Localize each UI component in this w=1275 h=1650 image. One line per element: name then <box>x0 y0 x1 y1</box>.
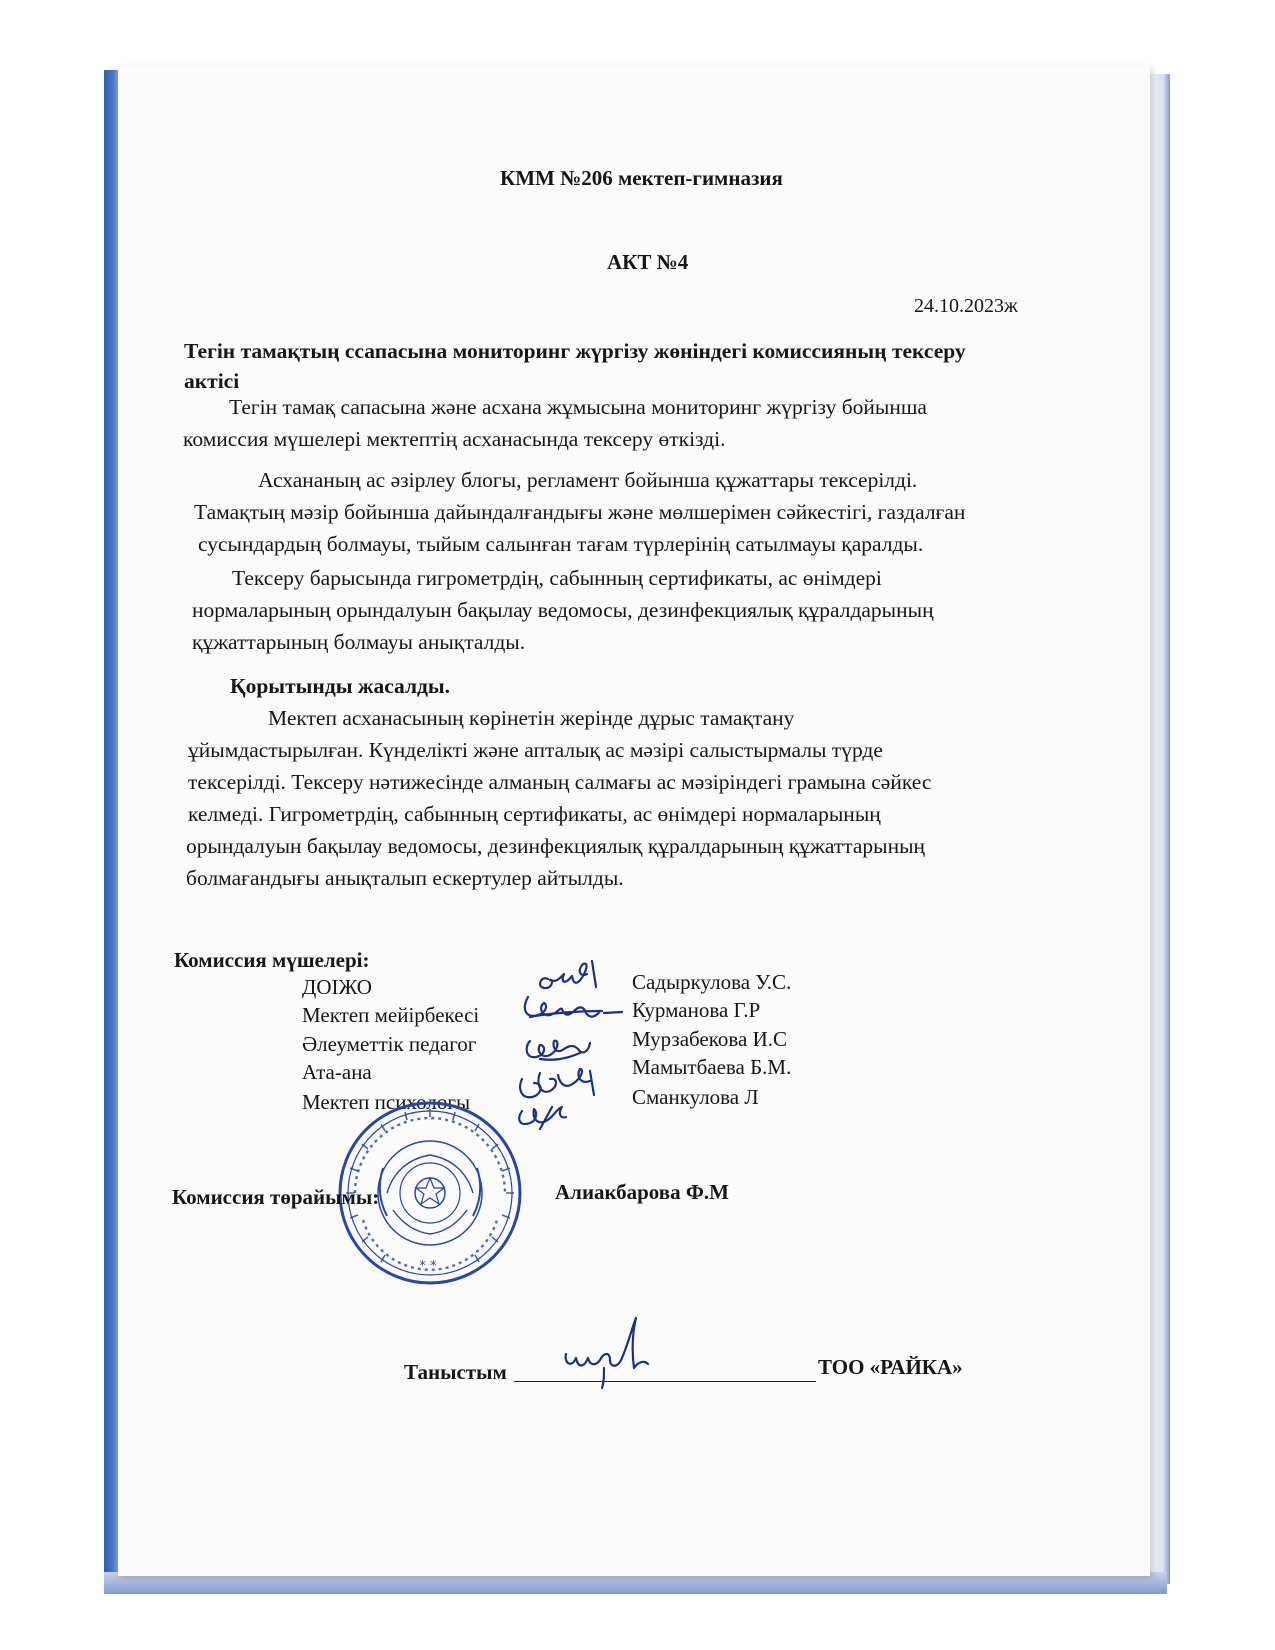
member-role: Мектеп мейірбекесі <box>302 1003 480 1027</box>
signature-1 <box>540 961 596 988</box>
paragraph-3-line-2: нормаларының орындалуын бақылау ведомосы, дезинфекциялық құралдарының <box>192 598 934 622</box>
signature-2 <box>525 997 622 1017</box>
paragraph-4-line-1: Қорытынды жасалды. <box>230 674 451 698</box>
paragraph-5-line-5: орындалуын бақылау ведомосы, дезинфекциялық құралдарының құжаттарының <box>186 834 926 858</box>
acquainted-signature <box>560 1310 670 1390</box>
paragraph-2-line-1: Асхананың ас әзірлеу блогы, регламент бойынша құжаттары тексерілді. <box>258 468 918 492</box>
member-name: Мамытбаева Б.М. <box>632 1055 792 1079</box>
folder-edge-right <box>1148 74 1170 1584</box>
member-role: Ата-ана <box>302 1060 372 1084</box>
member-name: Мурзабекова И.С <box>632 1027 788 1051</box>
company-name: ТОО «РАЙКА» <box>818 1355 963 1379</box>
school-title: КММ №206 мектеп-гимназия <box>500 166 783 190</box>
paragraph-2-line-3: сусындардың болмауы, тыйым салынған тағам түрлерінің сатылмауы қаралды. <box>198 532 924 556</box>
paragraph-5-line-3: тексерілді. Тексеру нәтижесінде алманың салмағы ас мәзіріндегі грамына сәйкес <box>188 770 932 794</box>
act-heading-line-2: актісі <box>184 369 240 393</box>
chair-label: Комиссия төрайымы: <box>172 1185 380 1209</box>
signature-5 <box>519 1107 566 1129</box>
paragraph-3-line-1: Тексеру барысында гигрометрдің, сабынның сертификаты, ас өнімдері <box>232 566 882 590</box>
commission-members-label: Комиссия мүшелері: <box>174 948 370 972</box>
act-heading-line-1: Тегін тамақтың ссапасына мониторинг жүргізу жөніндегі комиссияның тексеру <box>184 339 966 363</box>
act-title: АКТ №4 <box>607 250 689 274</box>
signature-4 <box>520 1069 594 1097</box>
member-name: Садыркулова У.С. <box>632 970 792 994</box>
signature-3 <box>527 1041 590 1060</box>
member-role: Мектеп психологы <box>302 1090 471 1114</box>
act-heading <box>184 336 966 396</box>
acquainted-label: Таныстым <box>404 1360 507 1384</box>
paragraph-1-line-1: Тегін тамақ сапасына және асхана жұмысына мониторинг жүргізу бойынша <box>229 395 927 419</box>
member-role: Әлеуметтік педагог <box>302 1032 477 1056</box>
paragraph-3-line-3: құжаттарының болмауы анықталды. <box>192 630 526 654</box>
svg-text:* *: * * <box>419 1259 437 1274</box>
chair-name: Алиакбарова Ф.М <box>555 1180 729 1204</box>
paragraph-5-line-2: ұйымдастырылған. Күнделікті және апталық ас мәзірі салыстырмалы түрде <box>188 738 883 762</box>
paragraph-5-line-1: Мектеп асханасының көрінетін жерінде дұрыс тамақтану <box>268 706 795 730</box>
paragraph-2-line-2: Тамақтың мәзір бойынша дайындалғандығы және мөлшерімен сәйкестігі, газдалған <box>194 500 966 524</box>
member-name: Курманова Г.Р <box>632 998 761 1022</box>
paragraph-5-line-6: болмағандығы анықталып ескертулер айтылды. <box>186 866 624 890</box>
paragraph-1-line-2: комиссия мүшелері мектептің асханасында тексеру өткізді. <box>183 427 726 451</box>
paragraph-5-line-4: келмеді. Гигрометрдің, сабынның сертификаты, ас өнімдері нормаларының <box>188 802 881 826</box>
member-name: Сманкулова Л <box>632 1085 759 1109</box>
member-role: ДОІЖО <box>302 975 372 999</box>
act-date: 24.10.2023ж <box>914 295 1018 317</box>
